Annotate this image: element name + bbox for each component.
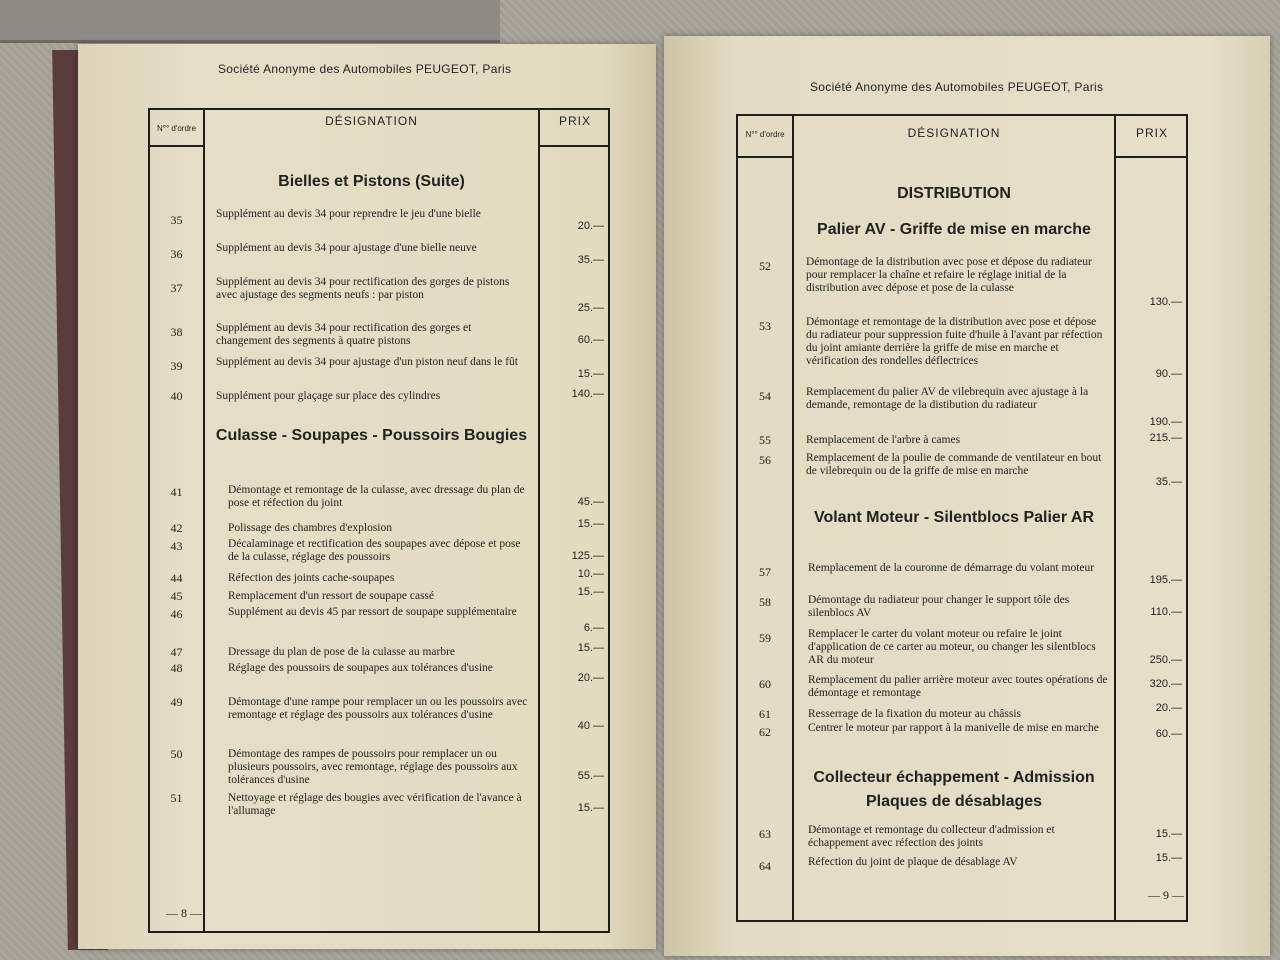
table-row: 59 Remplacer le carter du volant moteur ou refaire le joint d'application de ce carter au moteur, ou changer les silentblocs AR du moteur 250.— (759, 628, 1182, 666)
table-row: 48 Réglage des poussoirs de soupapes aux tolérances d'usine 20.— (170, 661, 604, 684)
table-row: 57 Remplacement de la couronne de démarrage du volant moteur 195.— (759, 562, 1182, 586)
table-row: 61 Resserrage de la fixation du moteur au châssis 20.— (759, 702, 1182, 721)
table-row: 43 Décalaminage et rectification des soupapes avec dépose et pose de la culasse, réglage des poussoirs 125.— (170, 538, 604, 563)
page-number: — 8 — (166, 906, 202, 920)
table-row: 42 Polissage des chambres d'explosion 15.— (170, 518, 604, 535)
table-row: 46 Supplément au devis 45 par ressort de soupape supplémentaire 6.— (170, 606, 604, 634)
table-row: 36 Supplément au devis 34 pour ajustage d'une bielle neuve 35.— (170, 242, 604, 266)
table-row: 40 Supplément pour glaçage sur place des cylindres 140.— (170, 388, 604, 403)
price-table (736, 114, 1188, 922)
order-column-header: N°° d'ordre (745, 130, 785, 139)
section-title: Palier AV - Griffe de mise en marche (817, 221, 1091, 238)
table-row: 41 Démontage et remontage de la culasse, avec dressage du plan de pose et réfection du joint 45.— (170, 484, 604, 509)
table-row: 44 Réfection des joints cache-soupapes 10.— (170, 568, 604, 585)
table-row: 38 Supplément au devis 34 pour rectification des gorges et changement des segments à quatre pistons 60.— (170, 322, 604, 347)
designation-column-header: DÉSIGNATION (325, 114, 418, 128)
table-row: 62 Centrer le moteur par rapport à la manivelle de mise en marche 60.— (759, 722, 1182, 740)
table-row: 47 Dressage du plan de pose de la culasse au marbre 15.— (170, 642, 604, 659)
table-row: 55 Remplacement de l'arbre à cames 215.— (759, 432, 1182, 447)
table-row: 35 Supplément au devis 34 pour reprendre le jeu d'une bielle 20.— (170, 208, 604, 232)
table-row: 39 Supplément au devis 34 pour ajustage d'un piston neuf dans le fût 15.— (170, 356, 604, 380)
table-row: 45 Remplacement d'un ressort de soupape cassé 15.— (170, 586, 604, 603)
table-row: 37 Supplément au devis 34 pour rectification des gorges de pistons avec ajustage des segments neufs : par piston 25.— (170, 276, 604, 314)
section-title: DISTRIBUTION (897, 185, 1011, 202)
price-table (148, 108, 610, 933)
left-page (78, 44, 656, 949)
table-row: 49 Démontage d'une rampe pour remplacer un ou les poussoirs avec remontage et réglage des poussoirs aux tolérances d'usine 40 — (170, 695, 604, 732)
table-row: 50 Démontage des rampes de poussoirs pour remplacer un ou plusieurs poussoirs, avec remontage, réglage des poussoirs aux tolérances d'usine 55.— (170, 747, 604, 786)
table-row: 63 Démontage et remontage du collecteur d'admission et échappement avec réfection des joints 15.— (759, 824, 1182, 849)
price-column-header: PRIX (1135, 126, 1168, 140)
page-header: Société Anonyme des Automobiles PEUGEOT, Paris (218, 62, 512, 76)
section-title: Bielles et Pistons (Suite) (278, 173, 465, 190)
background-booklet (0, 0, 500, 43)
table-row: 64 Réfection du joint de plaque de désablage AV 15.— (759, 852, 1182, 873)
page-number: — 9 — (1148, 888, 1184, 902)
price-column-header: PRIX (558, 114, 591, 128)
section-title: Collecteur échappement - Admission Plaques de désablages (813, 769, 1095, 810)
table-row: 58 Démontage du radiateur pour changer le support tôle des silenblocs AV 110.— (759, 594, 1182, 619)
table-row: 56 Remplacement de la poulie de commande de ventilateur en bout de vilebrequin ou de la griffe de mise en marche 35.— (759, 452, 1182, 488)
table-row: 54 Remplacement du palier AV de vilebrequin avec ajustage à la demande, remontage de la distibution du radiateur 190.— (759, 386, 1182, 428)
table-row: 51 Nettoyage et réglage des bougies avec vérification de l'avance à l'allumage 15.— (170, 791, 604, 817)
page-header: Société Anonyme des Automobiles PEUGEOT, Paris (810, 80, 1104, 94)
table-row: 60 Remplacement du palier arrière moteur avec toutes opérations de démontage et remontage 320.— (759, 674, 1182, 699)
table-row: 53 Démontage et remontage de la distribution avec pose et dépose du radiateur pour suppression fuite d'huile à l'avant par réfection du joint amiante derrière la griffe de mise en marche et vérification des rondelles déflectrices 90.— (759, 316, 1182, 380)
section-title: Culasse - Soupapes - Poussoirs Bougies (215, 427, 528, 444)
right-page (664, 36, 1270, 956)
designation-column-header: DÉSIGNATION (907, 126, 1001, 140)
table-row: 52 Démontage de la distribution avec pose et dépose du radiateur pour remplacer la chaîne et refaire le réglage initial de la distribution avec dépose et pose de la culasse 130.— (759, 256, 1182, 308)
order-column-header: N°° d'ordre (156, 124, 197, 133)
section-title: Volant Moteur - Silentblocs Palier AR (813, 509, 1095, 526)
